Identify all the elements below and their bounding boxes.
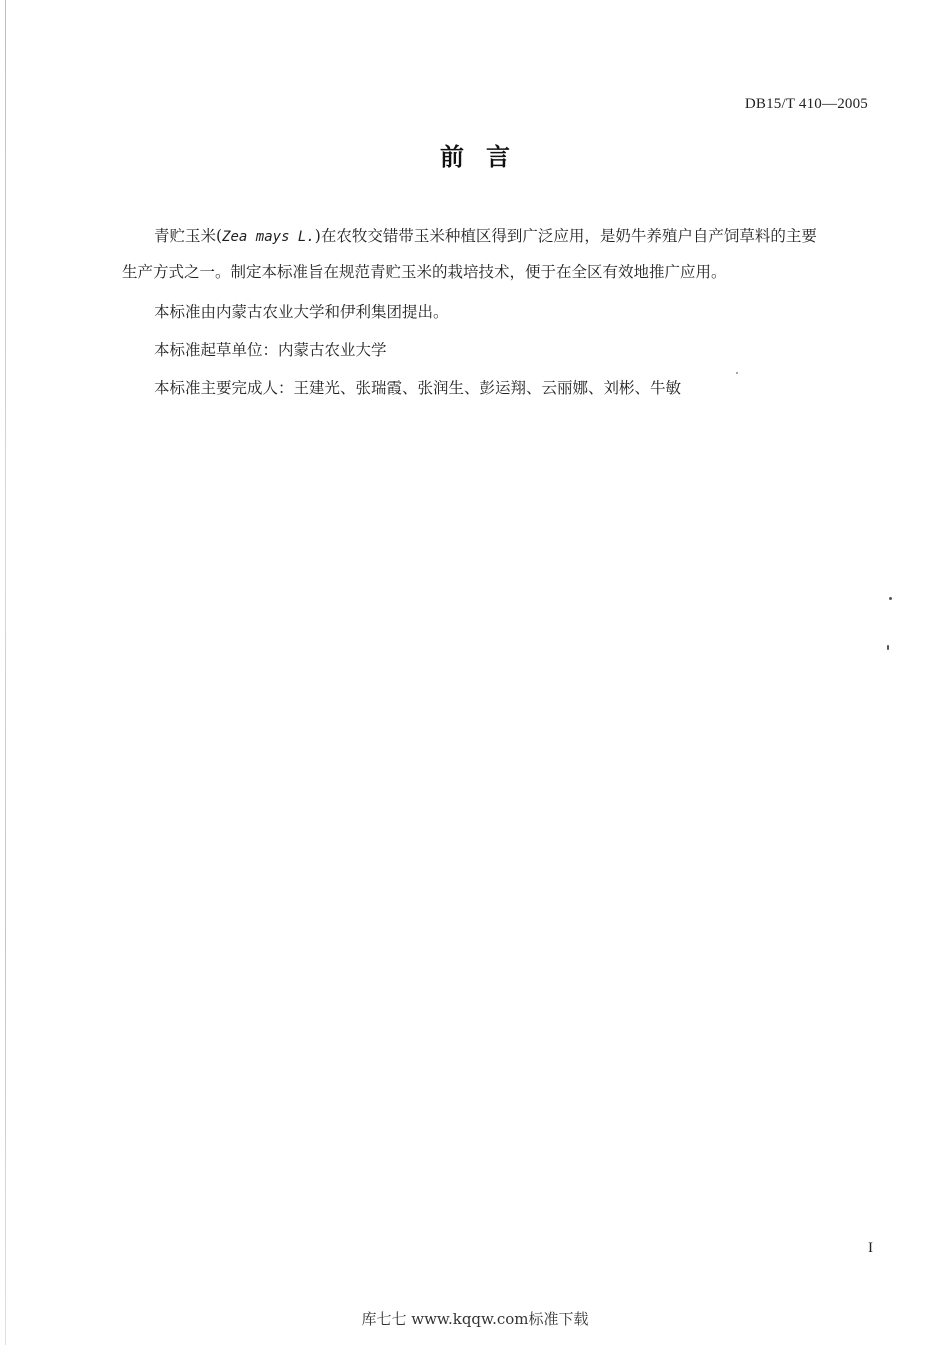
- scan-speck: [889, 597, 892, 600]
- paragraph-4: 本标准主要完成人：王建光、张瑞霞、张润生、彭运翔、云丽娜、刘彬、牛敏: [154, 379, 682, 397]
- scan-speck: [887, 645, 889, 650]
- page-title: 前言: [440, 143, 532, 171]
- paragraph-1-prefix: 青贮玉米(: [154, 227, 223, 245]
- paragraph-1-line-2: 生产方式之一。制定本标准旨在规范青贮玉米的栽培技术，便于在全区有效地推广应用。: [122, 263, 727, 281]
- document-code: DB15/T 410—2005: [744, 96, 868, 112]
- scan-speck: [736, 372, 738, 374]
- paragraph-3: 本标准起草单位：内蒙古农业大学: [154, 341, 387, 359]
- paragraph-1-suffix: )在农牧交错带玉米种植区得到广泛应用，是奶牛养殖户自产饲草料的主要: [314, 227, 817, 245]
- page-number: I: [868, 1240, 873, 1256]
- scientific-name-genus-species: Zea mays: [222, 229, 290, 245]
- footer-watermark-text: 库七七 www.kqqw.com标准下载: [361, 1310, 589, 1328]
- scan-edge: [5, 0, 6, 1345]
- scientific-name-author: L.: [289, 229, 315, 245]
- paragraph-2: 本标准由内蒙古农业大学和伊利集团提出。: [154, 303, 449, 321]
- paragraph-1-line-1: [154, 224, 817, 246]
